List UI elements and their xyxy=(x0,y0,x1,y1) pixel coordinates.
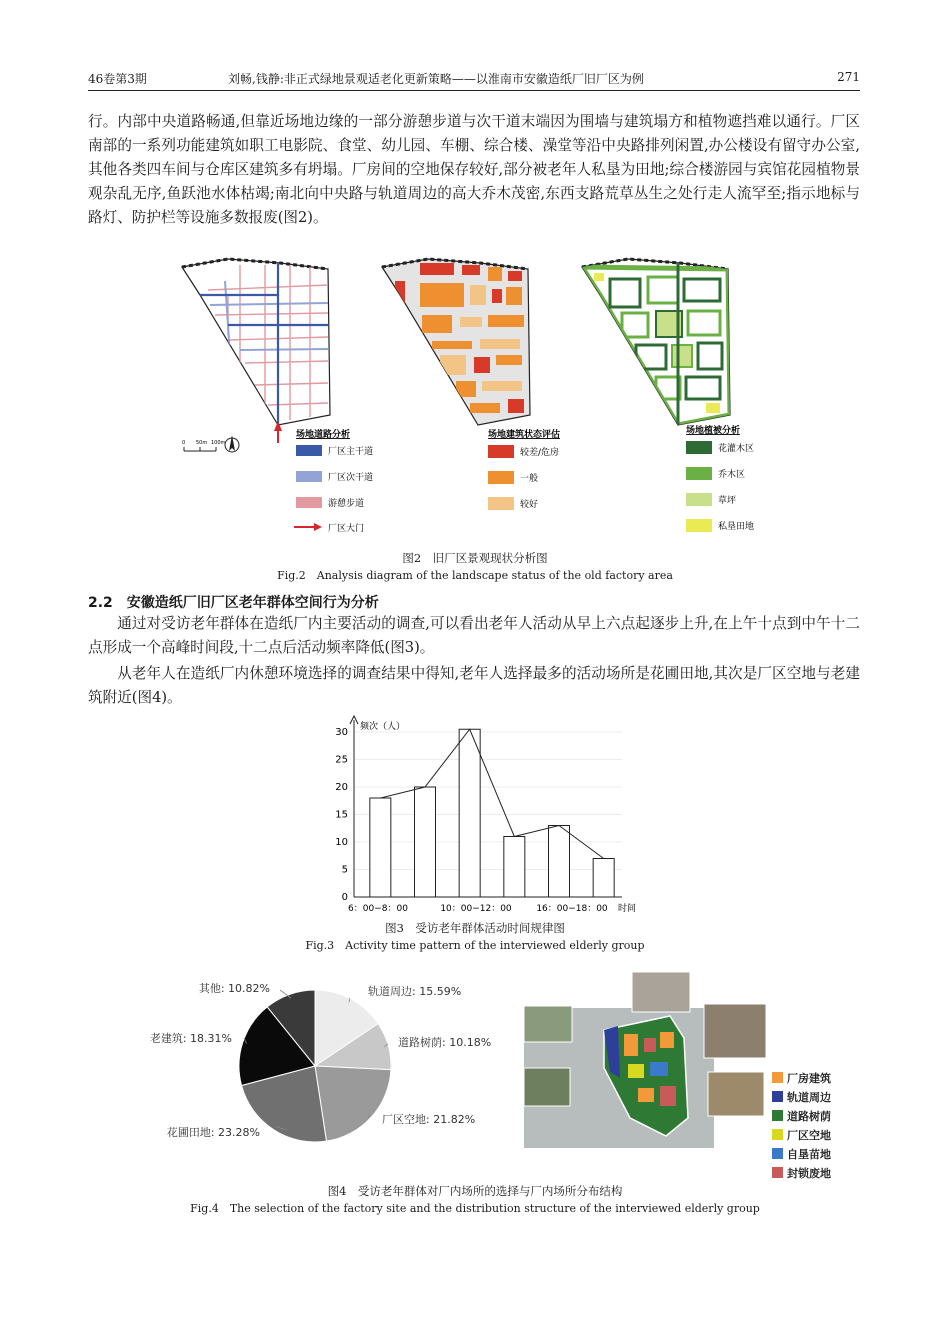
legend-label: 厂区次干道 xyxy=(328,473,374,483)
bar-8:00-10:00 xyxy=(415,787,436,897)
map-legend-swatch xyxy=(772,1072,783,1083)
figure-3-caption-cn: 图3 受访老年群体活动时间规律图 xyxy=(385,921,565,935)
bar-16:00-18:00 xyxy=(549,826,570,898)
y-tick-label: 5 xyxy=(341,864,348,876)
scale-mid: 50m xyxy=(196,440,208,446)
pie-label: 道路树荫: 10.18% xyxy=(398,1036,492,1049)
figure-4-pie xyxy=(130,968,510,1153)
legend-label: 较好 xyxy=(520,500,539,510)
legend-swatch xyxy=(686,519,712,532)
north-arrow-icon xyxy=(225,435,239,452)
scale-end: 100m xyxy=(211,440,226,446)
journal-volume: 46卷第3期 xyxy=(88,72,147,86)
pie-label: 轨道周边: 15.59% xyxy=(368,985,462,998)
map-legend-swatch xyxy=(772,1148,783,1159)
legend-label: 草坪 xyxy=(718,496,737,506)
photo-thumbnail xyxy=(524,1006,572,1042)
figure-4-caption-en: Fig.4 The selection of the factory site and the distribution structure of the interviewed elderly group xyxy=(190,1202,760,1215)
pie-label: 花圃田地: 23.28% xyxy=(166,1126,260,1139)
pie-label: 其他: 10.82% xyxy=(198,982,270,995)
map-legend-label: 厂区空地 xyxy=(787,1129,831,1142)
x-tick-label: 16：00−18：00 xyxy=(536,904,608,914)
map-legend-swatch xyxy=(772,1110,783,1121)
legend-label: 私垦田地 xyxy=(718,522,755,532)
section-heading: 2.2 安徽造纸厂旧厂区老年群体空间行为分析 xyxy=(88,595,379,611)
legend-label: 游憩步道 xyxy=(328,499,365,509)
y-axis-label: 频次（人） xyxy=(360,722,406,732)
legend-label: 乔木区 xyxy=(718,470,746,480)
legend-swatch xyxy=(686,467,712,480)
photo-thumbnail xyxy=(524,1068,570,1106)
map-legend-swatch xyxy=(772,1129,783,1140)
trend-line xyxy=(380,729,603,858)
x-tick-label: 6：00−8：00 xyxy=(348,904,408,914)
pie-slice-厂区空地 xyxy=(315,1066,391,1141)
map-legend-label: 厂房建筑 xyxy=(787,1072,831,1085)
legend-vegetation xyxy=(686,424,754,532)
bar-14:00-16:00 xyxy=(504,837,525,898)
scale-bar xyxy=(182,440,226,451)
y-tick-label: 25 xyxy=(335,754,348,766)
map-legend-label: 道路树荫 xyxy=(787,1110,831,1123)
map-legend-label: 自垦苗地 xyxy=(787,1148,831,1161)
figure-4-map xyxy=(520,968,850,1180)
body-paragraph-2: 通过对受访老年群体在造纸厂内主要活动的调查,可以看出老年人活动从早上六点起逐步上升,在上午十点到中午十二点形成一个高峰时间段,十二点后活动频率降低(图3)。 xyxy=(88,615,860,656)
y-tick-label: 0 xyxy=(341,892,348,903)
body-paragraph-1: 行。内部中央道路畅通,但靠近场地边缘的一部分游憩步道与次干道末端因为围墙与建筑塌方和植物遮挡难以通行。厂区南部的一系列功能建筑如职工电影院、食堂、幼儿园、车棚、综合楼、澡堂等沿中央路排列闲置,办公楼设有留守办公室,其他各类四车间与仓库区建筑多有坍塌。厂房间的空地保存较好,部分被老年人私垦为田地;综合楼游园与宾馆花园植物景观杂乱无序,鱼跃池水体枯竭;南北向中央路与轨道周边的高大乔木茂密,东西支路荒草丛生之处行走人流罕至;指示地标与路灯、防护栏等设施多数报废(图2)。 xyxy=(88,113,860,226)
legend-building-title: 场地建筑状态评估 xyxy=(488,430,561,440)
figure-2 xyxy=(170,255,790,545)
legend-swatch xyxy=(686,493,712,506)
y-tick-label: 30 xyxy=(335,727,348,738)
site-selection-pie xyxy=(130,968,510,1153)
y-tick-label: 20 xyxy=(335,782,348,793)
article-title: 刘畅,钱静:非正式绿地景观适老化更新策略——以淮南市安徽造纸厂旧厂区为例 xyxy=(228,72,644,86)
activity-time-chart xyxy=(320,712,650,918)
legend-swatch xyxy=(686,441,712,454)
y-tick-label: 10 xyxy=(335,837,348,848)
map-legend-label: 轨道周边 xyxy=(787,1091,831,1104)
photo-thumbnail xyxy=(704,1004,766,1058)
legend-label: 花灌木区 xyxy=(718,444,755,454)
pie-label: 厂区空地: 21.82% xyxy=(382,1113,476,1126)
figure-2-caption-cn: 图2 旧厂区景观现状分析图 xyxy=(402,551,548,565)
y-tick-label: 15 xyxy=(335,809,348,821)
map-legend-label: 封锁废地 xyxy=(787,1167,831,1180)
pie-label: 老建筑: 18.31% xyxy=(149,1032,232,1045)
legend-vegetation-title: 场地植被分析 xyxy=(686,426,741,436)
page-number: 271 xyxy=(837,70,860,84)
legend-label: 较差/危房 xyxy=(520,448,560,458)
figure-2-graphic xyxy=(170,255,790,545)
bar-18:00-20:00 xyxy=(593,859,614,898)
legend-swatch xyxy=(488,445,514,458)
figure-3-caption-en: Fig.3 Activity time pattern of the interviewed elderly group xyxy=(305,939,645,952)
legend-road-title: 场地道路分析 xyxy=(296,430,351,440)
x-tick-label: 10：00−12：00 xyxy=(440,904,512,914)
legend-label: 厂区大门 xyxy=(328,524,365,534)
map-legend-swatch xyxy=(772,1091,783,1102)
site-distribution-map xyxy=(520,968,850,1180)
legend-swatch xyxy=(296,497,322,508)
bar-6:00-8:00 xyxy=(370,798,391,897)
x-axis-label: 时间 xyxy=(618,904,637,914)
legend-label: 一般 xyxy=(520,474,539,484)
legend-road xyxy=(294,428,373,534)
legend-swatch xyxy=(296,445,322,456)
figure-4-caption-cn: 图4 受访老年群体对厂内场所的选择与厂内场所分布结构 xyxy=(327,1184,623,1198)
legend-building xyxy=(488,428,560,510)
vegetation-map xyxy=(582,259,730,425)
figure-2-caption-en: Fig.2 Analysis diagram of the landscape status of the old factory area xyxy=(277,569,673,582)
map-legend-swatch xyxy=(772,1167,783,1178)
scale-zero: 0 xyxy=(182,440,186,446)
bar-10:00-12:00 xyxy=(459,729,480,897)
building-condition-map xyxy=(382,259,530,425)
photo-thumbnail xyxy=(708,1072,764,1116)
figure-3 xyxy=(320,712,650,918)
photo-thumbnail xyxy=(632,972,690,1012)
legend-label: 厂区主干道 xyxy=(328,447,374,457)
legend-swatch xyxy=(488,471,514,484)
road-analysis-map xyxy=(182,259,330,443)
running-header xyxy=(88,68,860,91)
legend-swatch xyxy=(296,471,322,482)
body-paragraph-3: 从老年人在造纸厂内休憩环境选择的调查结果中得知,老年人选择最多的活动场所是花圃田地,其次是厂区空地与老建筑附近(图4)。 xyxy=(88,665,860,706)
legend-swatch xyxy=(488,497,514,510)
